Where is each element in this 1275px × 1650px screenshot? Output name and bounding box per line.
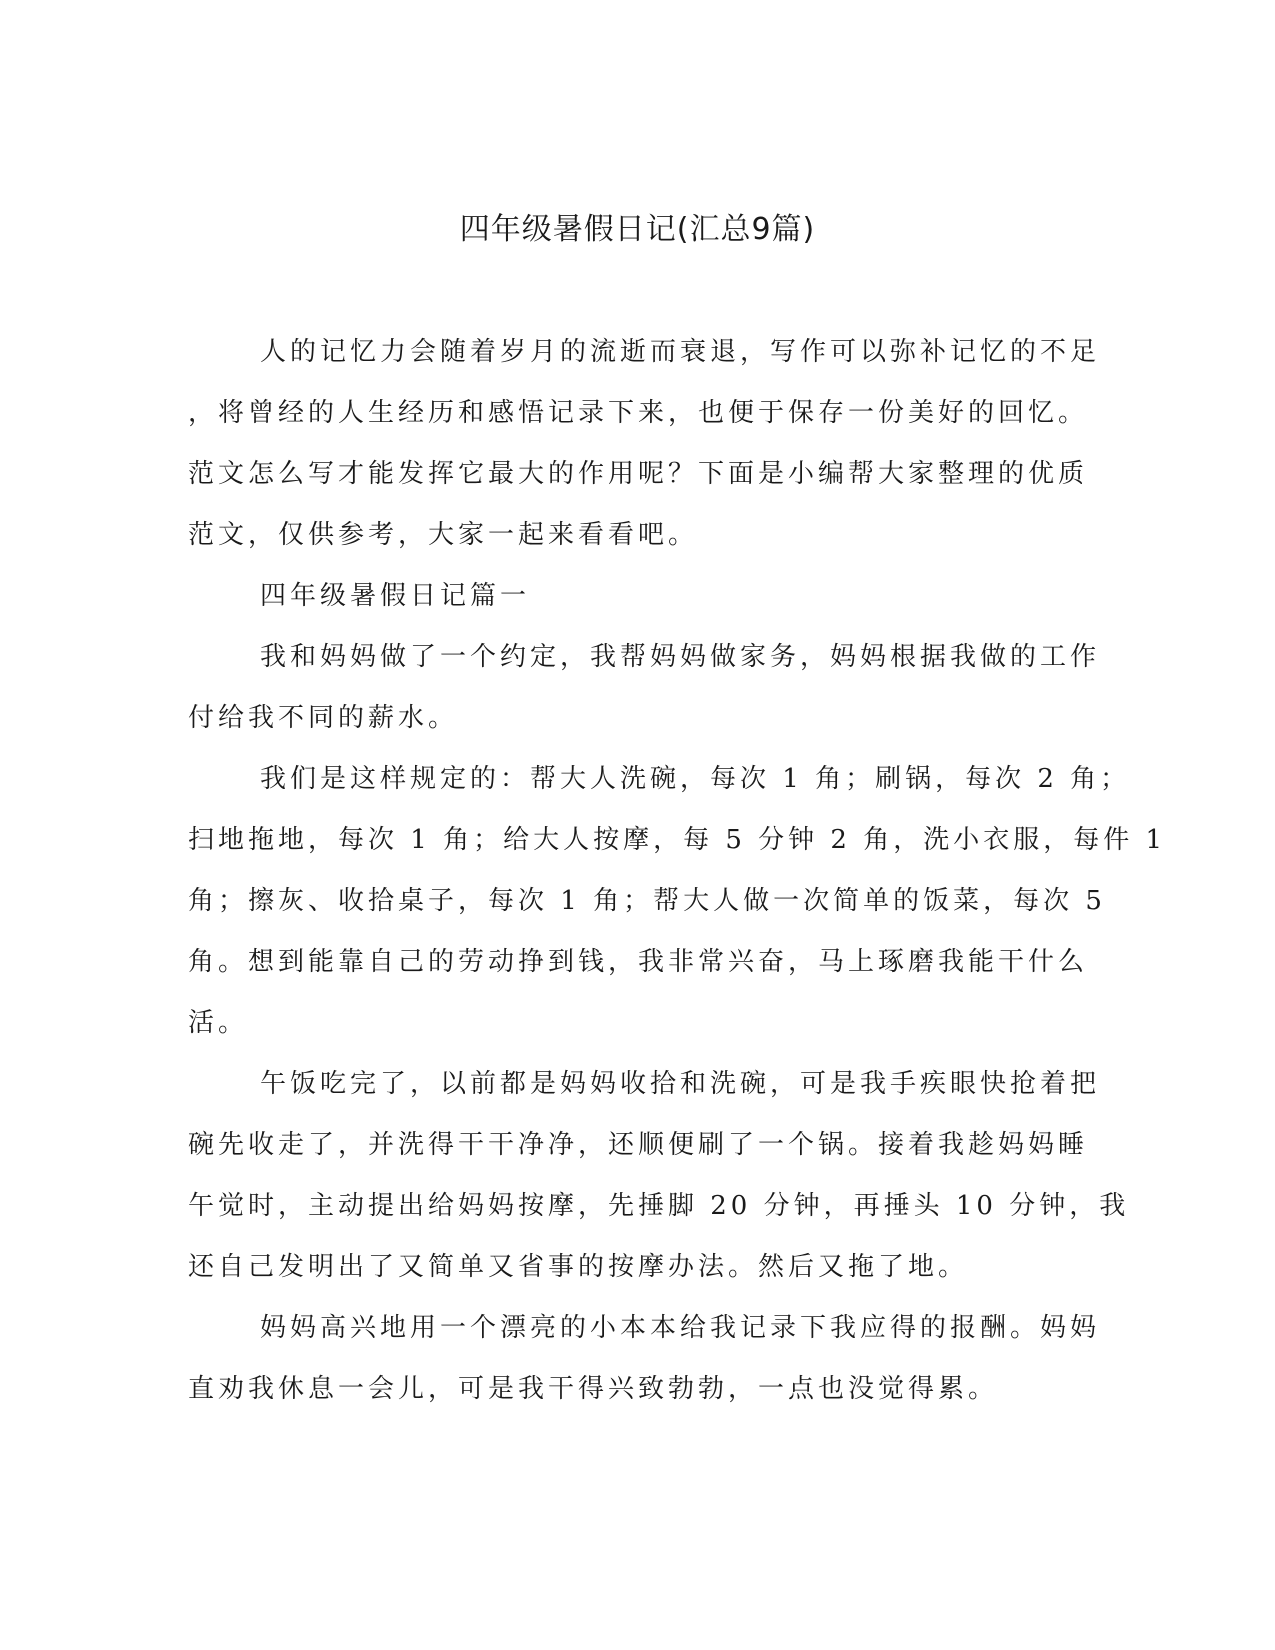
body-paragraph [188, 1298, 1101, 1420]
text-line: 我们是这样规定的：帮大人洗碗，每次 1 角；刷锅，每次 2 角； [260, 764, 1131, 794]
text-line: 四年级暑假日记篇一 [260, 581, 531, 611]
body-paragraph [188, 627, 1101, 749]
text-line: 付给我不同的薪水。 [188, 703, 459, 733]
text-line: 午觉时，主动提出给妈妈按摩，先捶脚 20 分钟，再捶头 10 分钟，我 [188, 1191, 1130, 1221]
text-line: 角。想到能靠自己的劳动挣到钱，我非常兴奋，马上琢磨我能干什么 [188, 947, 1089, 977]
intro-paragraph [188, 322, 1101, 566]
text-line: 范文，仅供参考，大家一起来看看吧。 [188, 520, 699, 550]
document-body [188, 322, 1167, 1420]
text-line: 角；擦灰、收拾桌子，每次 1 角；帮大人做一次简单的饭菜，每次 5 [188, 886, 1106, 916]
section-heading [188, 566, 1088, 627]
text-line: 午饭吃完了，以前都是妈妈收拾和洗碗，可是我手疾眼快抢着把 [260, 1069, 1101, 1099]
text-line: 活。 [188, 1008, 249, 1038]
text-line: 人的记忆力会随着岁月的流逝而衰退，写作可以弥补记忆的不足 [260, 337, 1101, 367]
text-line: 还自己发明出了又简单又省事的按摩办法。然后又拖了地。 [188, 1252, 969, 1282]
text-line: 妈妈高兴地用一个漂亮的小本本给我记录下我应得的报酬。妈妈 [260, 1313, 1101, 1343]
text-line: 碗先收走了，并洗得干干净净，还顺便刷了一个锅。接着我趁妈妈睡 [188, 1130, 1089, 1160]
document-title: 四年级暑假日记(汇总9篇) [459, 212, 816, 247]
body-paragraph [188, 749, 1167, 1054]
text-line: 直劝我休息一会儿，可是我干得兴致勃勃，一点也没觉得累。 [188, 1374, 999, 1404]
text-line: 扫地拖地，每次 1 角；给大人按摩，每 5 分钟 2 角，洗小衣服，每件 1 [188, 825, 1167, 855]
body-paragraph [188, 1054, 1130, 1298]
text-line: 我和妈妈做了一个约定，我帮妈妈做家务，妈妈根据我做的工作 [260, 642, 1101, 672]
text-line: ，将曾经的人生经历和感悟记录下来，也便于保存一份美好的回忆。 [188, 398, 1089, 428]
text-line: 范文怎么写才能发挥它最大的作用呢？下面是小编帮大家整理的优质 [188, 459, 1089, 489]
